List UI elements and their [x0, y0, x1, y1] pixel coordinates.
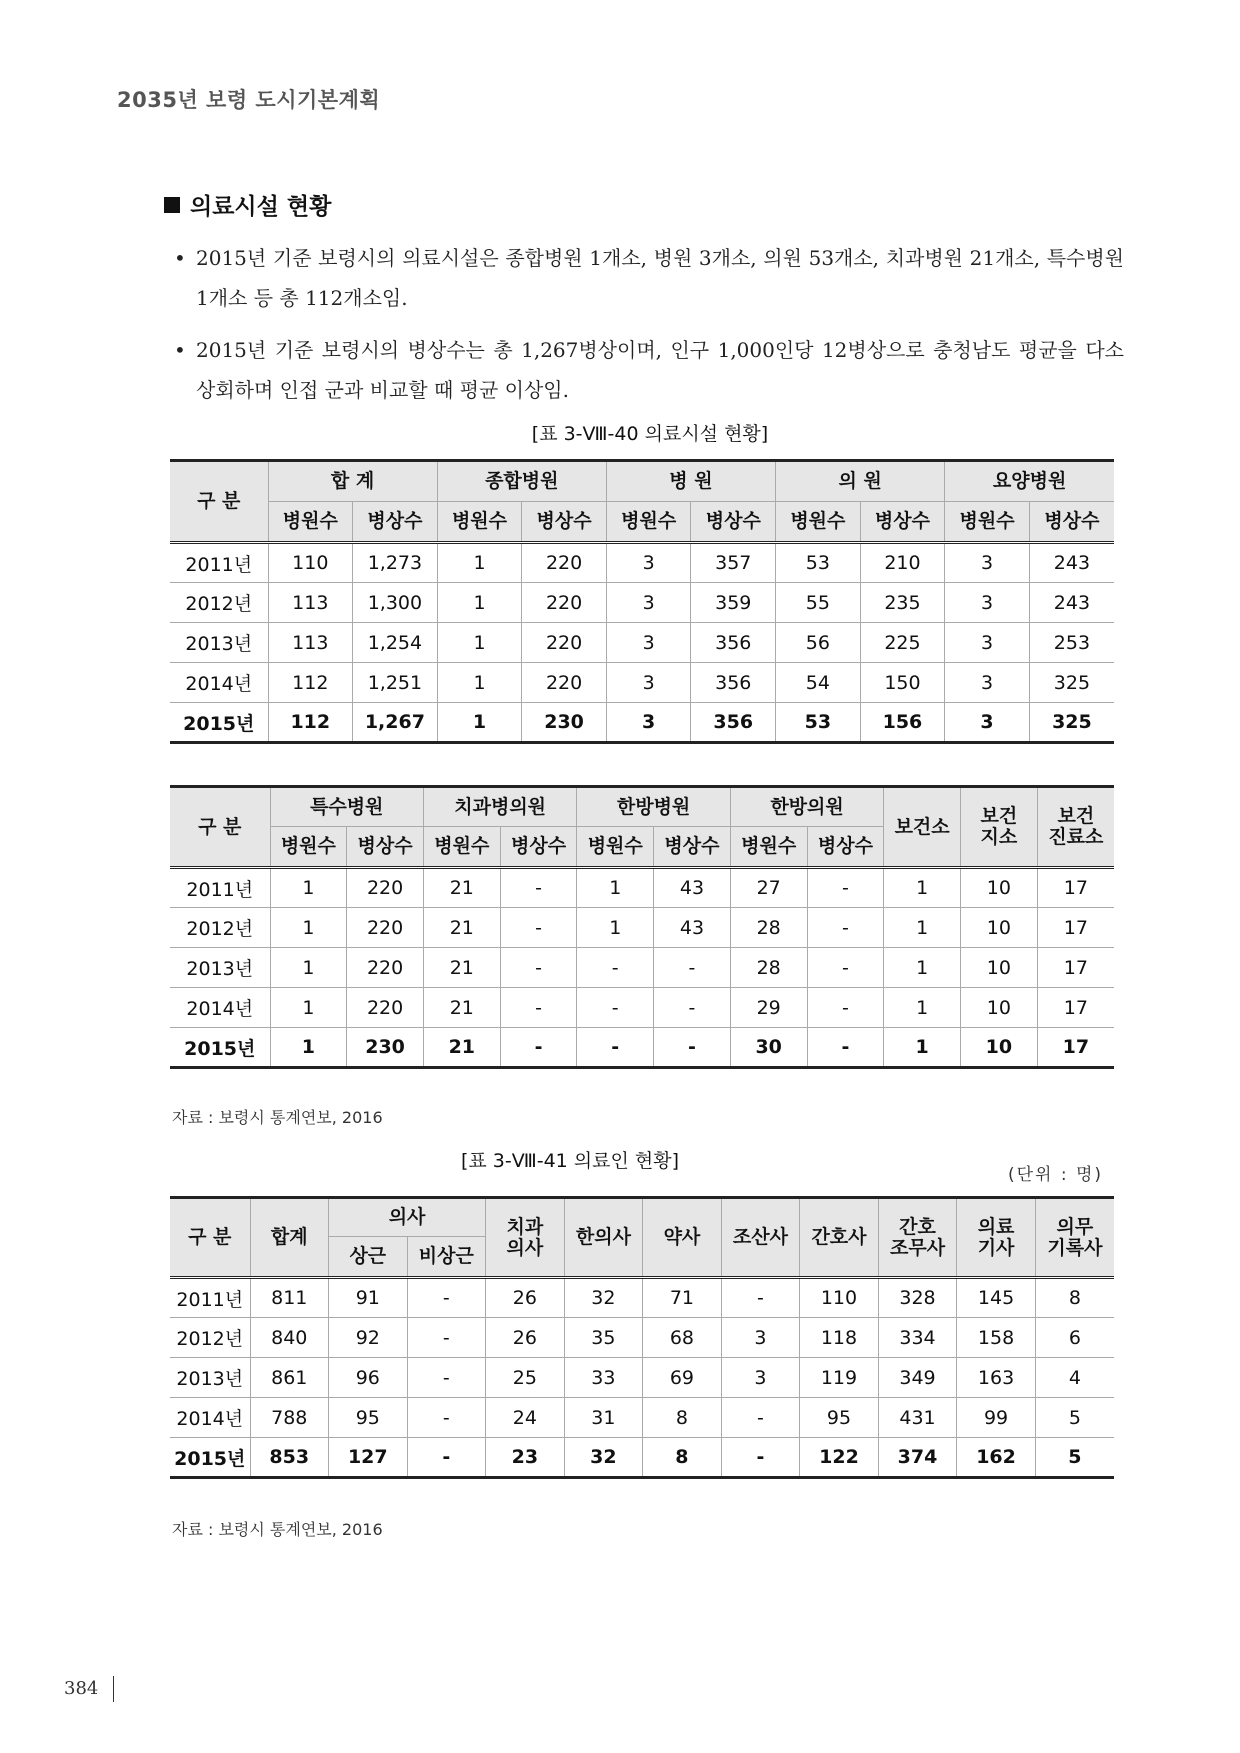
value-cell: -: [721, 1398, 800, 1438]
single-header: 간호사: [800, 1198, 879, 1278]
value-cell: 26: [486, 1278, 565, 1318]
year-cell: 2015년: [170, 703, 268, 743]
sub-header: 병상수: [500, 827, 577, 868]
value-cell: 156: [860, 703, 945, 743]
value-cell: 43: [654, 868, 731, 908]
value-cell: 243: [1029, 543, 1114, 583]
value-cell: 95: [329, 1398, 408, 1438]
table-row: [170, 1438, 1114, 1478]
value-cell: -: [721, 1438, 800, 1478]
value-cell: 3: [945, 703, 1030, 743]
row-header: 구 분: [170, 1198, 250, 1278]
sub-header: 병원수: [730, 827, 807, 868]
group-header: 요양병원: [945, 461, 1114, 502]
value-cell: -: [807, 948, 884, 988]
value-cell: 33: [564, 1358, 643, 1398]
value-cell: 17: [1037, 1028, 1114, 1068]
sub-header: 병원수: [606, 502, 691, 543]
value-cell: 150: [860, 663, 945, 703]
value-cell: 17: [1037, 948, 1114, 988]
value-cell: 10: [960, 1028, 1037, 1068]
value-cell: -: [500, 988, 577, 1028]
value-cell: 243: [1029, 583, 1114, 623]
single-header: 보건 진료소: [1037, 787, 1114, 868]
value-cell: 113: [268, 623, 353, 663]
value-cell: 1: [884, 868, 961, 908]
value-cell: 145: [957, 1278, 1036, 1318]
year-cell: 2011년: [170, 868, 270, 908]
value-cell: 325: [1029, 663, 1114, 703]
value-cell: 1: [270, 908, 347, 948]
value-cell: 112: [268, 663, 353, 703]
value-cell: 4: [1035, 1358, 1114, 1398]
doctor-header: 의사: [329, 1198, 486, 1237]
value-cell: 10: [960, 908, 1037, 948]
value-cell: 220: [347, 868, 424, 908]
value-cell: 163: [957, 1358, 1036, 1398]
value-cell: 24: [486, 1398, 565, 1438]
value-cell: 162: [957, 1438, 1036, 1478]
value-cell: 53: [776, 703, 861, 743]
value-cell: 3: [945, 663, 1030, 703]
table-row: [170, 948, 1114, 988]
value-cell: 357: [691, 543, 776, 583]
value-cell: 349: [878, 1358, 957, 1398]
value-cell: 1: [437, 543, 522, 583]
year-cell: 2013년: [170, 948, 270, 988]
value-cell: 3: [945, 583, 1030, 623]
value-cell: 853: [250, 1438, 329, 1478]
table-row: [170, 868, 1114, 908]
value-cell: -: [500, 868, 577, 908]
value-cell: 113: [268, 583, 353, 623]
table-row: [170, 703, 1114, 743]
value-cell: 27: [730, 868, 807, 908]
value-cell: 1: [270, 948, 347, 988]
group-header: 한방병원: [577, 787, 730, 827]
value-cell: 1: [884, 908, 961, 948]
medical-personnel-table: [170, 1196, 1114, 1479]
sub-header: 병상수: [1029, 502, 1114, 543]
value-cell: -: [500, 948, 577, 988]
value-cell: 10: [960, 868, 1037, 908]
value-cell: -: [807, 868, 884, 908]
value-cell: 71: [643, 1278, 722, 1318]
value-cell: 1: [577, 868, 654, 908]
value-cell: 31: [564, 1398, 643, 1438]
value-cell: 8: [643, 1398, 722, 1438]
value-cell: 5: [1035, 1398, 1114, 1438]
value-cell: 356: [691, 623, 776, 663]
value-cell: 3: [945, 623, 1030, 663]
single-header: 조산사: [721, 1198, 800, 1278]
value-cell: 3: [721, 1318, 800, 1358]
value-cell: 68: [643, 1318, 722, 1358]
value-cell: 1: [437, 703, 522, 743]
year-cell: 2012년: [170, 908, 270, 948]
value-cell: 356: [691, 663, 776, 703]
value-cell: 43: [654, 908, 731, 948]
value-cell: -: [500, 908, 577, 948]
value-cell: 220: [347, 948, 424, 988]
value-cell: 220: [522, 623, 607, 663]
value-cell: 1: [884, 1028, 961, 1068]
sub-header: 병원수: [437, 502, 522, 543]
single-header: 보건소: [884, 787, 961, 868]
value-cell: -: [407, 1398, 486, 1438]
value-cell: 118: [800, 1318, 879, 1358]
value-cell: 1,300: [353, 583, 438, 623]
value-cell: 3: [606, 663, 691, 703]
value-cell: 53: [776, 543, 861, 583]
value-cell: 21: [423, 948, 500, 988]
value-cell: 99: [957, 1398, 1036, 1438]
sub-header: 병상수: [353, 502, 438, 543]
value-cell: 220: [347, 908, 424, 948]
table-row: [170, 1398, 1114, 1438]
group-header: 특수병원: [270, 787, 423, 827]
value-cell: 127: [329, 1438, 408, 1478]
value-cell: 110: [800, 1278, 879, 1318]
value-cell: -: [407, 1318, 486, 1358]
table-row: [170, 583, 1114, 623]
sub-header: 병원수: [577, 827, 654, 868]
value-cell: -: [577, 948, 654, 988]
value-cell: -: [807, 1028, 884, 1068]
section-heading-text: 의료시설 현황: [190, 194, 332, 220]
year-cell: 2015년: [170, 1438, 250, 1478]
square-bullet-icon: [164, 197, 180, 213]
value-cell: 5: [1035, 1438, 1114, 1478]
value-cell: 220: [522, 543, 607, 583]
value-cell: 32: [564, 1278, 643, 1318]
value-cell: 328: [878, 1278, 957, 1318]
value-cell: 431: [878, 1398, 957, 1438]
table-40-caption: [표 3-Ⅷ-40 의료시설 현황]: [531, 423, 769, 445]
value-cell: 30: [730, 1028, 807, 1068]
value-cell: 119: [800, 1358, 879, 1398]
value-cell: 8: [643, 1438, 722, 1478]
bullet-item: • 2015년 기준 보령시의 병상수는 총 1,267병상이며, 인구 1,000인당 12병상으로 충청남도 평균을 다소 상회하며 인접 군과 비교할 때 평균 이상임.: [164, 330, 1124, 410]
value-cell: 220: [347, 988, 424, 1028]
sub-header: 병원수: [268, 502, 353, 543]
value-cell: 32: [564, 1438, 643, 1478]
single-header: 간호 조무사: [878, 1198, 957, 1278]
value-cell: -: [654, 948, 731, 988]
value-cell: -: [654, 1028, 731, 1068]
sub-header: 상근: [329, 1237, 408, 1278]
sub-header: 병상수: [807, 827, 884, 868]
group-header: 치과병의원: [423, 787, 576, 827]
value-cell: 788: [250, 1398, 329, 1438]
sub-header: 병원수: [423, 827, 500, 868]
single-header: 치과 의사: [486, 1198, 565, 1278]
value-cell: 374: [878, 1438, 957, 1478]
value-cell: 3: [721, 1358, 800, 1398]
value-cell: 334: [878, 1318, 957, 1358]
sub-header: 병상수: [860, 502, 945, 543]
row-header: 구 분: [170, 787, 270, 868]
table-row: [170, 1028, 1114, 1068]
group-header: 종합병원: [437, 461, 606, 502]
value-cell: 1: [270, 868, 347, 908]
value-cell: 1,273: [353, 543, 438, 583]
value-cell: 95: [800, 1398, 879, 1438]
medical-facility-table-part2: [170, 785, 1114, 1069]
value-cell: 21: [423, 908, 500, 948]
value-cell: -: [500, 1028, 577, 1068]
value-cell: 122: [800, 1438, 879, 1478]
value-cell: 28: [730, 948, 807, 988]
value-cell: 26: [486, 1318, 565, 1358]
value-cell: 1: [577, 908, 654, 948]
value-cell: 1,254: [353, 623, 438, 663]
value-cell: 3: [606, 703, 691, 743]
table-41-unit: (단위 : 명): [1008, 1165, 1104, 1185]
value-cell: 28: [730, 908, 807, 948]
group-header: 한방의원: [730, 787, 883, 827]
value-cell: -: [407, 1438, 486, 1478]
value-cell: 158: [957, 1318, 1036, 1358]
value-cell: 1: [437, 623, 522, 663]
value-cell: 55: [776, 583, 861, 623]
value-cell: 17: [1037, 868, 1114, 908]
value-cell: 861: [250, 1358, 329, 1398]
value-cell: 21: [423, 868, 500, 908]
single-header: 의무 기록사: [1035, 1198, 1114, 1278]
sub-header: 병원수: [270, 827, 347, 868]
value-cell: 1: [437, 583, 522, 623]
value-cell: 3: [606, 543, 691, 583]
running-title: 2035년 보령 도시기본계획: [117, 88, 381, 112]
value-cell: 230: [522, 703, 607, 743]
table-row: [170, 623, 1114, 663]
value-cell: 25: [486, 1358, 565, 1398]
group-header: 병 원: [606, 461, 775, 502]
value-cell: 21: [423, 988, 500, 1028]
value-cell: 54: [776, 663, 861, 703]
value-cell: 3: [606, 623, 691, 663]
value-cell: 96: [329, 1358, 408, 1398]
value-cell: -: [807, 908, 884, 948]
value-cell: 1,251: [353, 663, 438, 703]
value-cell: 1: [270, 988, 347, 1028]
row-header: 구 분: [170, 461, 268, 543]
value-cell: -: [407, 1358, 486, 1398]
value-cell: 235: [860, 583, 945, 623]
year-cell: 2014년: [170, 988, 270, 1028]
value-cell: 91: [329, 1278, 408, 1318]
table-row: [170, 1358, 1114, 1398]
value-cell: 21: [423, 1028, 500, 1068]
sub-header: 비상근: [407, 1237, 486, 1278]
year-cell: 2014년: [170, 663, 268, 703]
table-41-source: 자료 : 보령시 통계연보, 2016: [172, 1520, 383, 1539]
value-cell: 356: [691, 703, 776, 743]
value-cell: 17: [1037, 988, 1114, 1028]
sub-header: 병원수: [945, 502, 1030, 543]
total-header: 합계: [250, 1198, 329, 1278]
value-cell: 69: [643, 1358, 722, 1398]
table-41-caption: [표 3-Ⅷ-41 의료인 현황]: [460, 1150, 680, 1172]
value-cell: -: [577, 1028, 654, 1068]
value-cell: -: [654, 988, 731, 1028]
table-row: [170, 988, 1114, 1028]
year-cell: 2011년: [170, 1278, 250, 1318]
table-40-source: 자료 : 보령시 통계연보, 2016: [172, 1108, 383, 1127]
value-cell: 10: [960, 948, 1037, 988]
value-cell: 17: [1037, 908, 1114, 948]
single-header: 보건 지소: [960, 787, 1037, 868]
table-row: [170, 663, 1114, 703]
value-cell: 325: [1029, 703, 1114, 743]
value-cell: 110: [268, 543, 353, 583]
medical-facility-table-part1: [170, 459, 1114, 744]
single-header: 한의사: [564, 1198, 643, 1278]
single-header: 의료 기사: [957, 1198, 1036, 1278]
sub-header: 병상수: [522, 502, 607, 543]
sub-header: 병상수: [691, 502, 776, 543]
group-header: 합 계: [268, 461, 437, 502]
value-cell: -: [721, 1278, 800, 1318]
year-cell: 2011년: [170, 543, 268, 583]
value-cell: 6: [1035, 1318, 1114, 1358]
value-cell: 3: [606, 583, 691, 623]
value-cell: 220: [522, 583, 607, 623]
year-cell: 2013년: [170, 623, 268, 663]
table-row: [170, 1278, 1114, 1318]
value-cell: -: [577, 988, 654, 1028]
value-cell: 1: [884, 988, 961, 1028]
year-cell: 2012년: [170, 583, 268, 623]
page-number: 384: [64, 1678, 99, 1699]
value-cell: 840: [250, 1318, 329, 1358]
bullet-item: • 2015년 기준 보령시의 의료시설은 종합병원 1개소, 병원 3개소, 의원 53개소, 치과병원 21개소, 특수병원 1개소 등 총 112개소임.: [164, 238, 1124, 318]
year-cell: 2012년: [170, 1318, 250, 1358]
value-cell: 1,267: [353, 703, 438, 743]
bullet-list: [164, 238, 1124, 422]
value-cell: 29: [730, 988, 807, 1028]
value-cell: 10: [960, 988, 1037, 1028]
value-cell: 56: [776, 623, 861, 663]
value-cell: 3: [945, 543, 1030, 583]
table-row: [170, 1318, 1114, 1358]
year-cell: 2014년: [170, 1398, 250, 1438]
group-header: 의 원: [776, 461, 945, 502]
sub-header: 병상수: [347, 827, 424, 868]
year-cell: 2013년: [170, 1358, 250, 1398]
section-heading: [164, 188, 331, 221]
table-row: [170, 908, 1114, 948]
value-cell: 811: [250, 1278, 329, 1318]
single-header: 약사: [643, 1198, 722, 1278]
value-cell: 225: [860, 623, 945, 663]
value-cell: 1: [437, 663, 522, 703]
value-cell: 8: [1035, 1278, 1114, 1318]
value-cell: 359: [691, 583, 776, 623]
value-cell: 1: [884, 948, 961, 988]
sub-header: 병원수: [776, 502, 861, 543]
value-cell: 210: [860, 543, 945, 583]
value-cell: 35: [564, 1318, 643, 1358]
value-cell: 1: [270, 1028, 347, 1068]
page-number-divider: [113, 1676, 114, 1702]
value-cell: 220: [522, 663, 607, 703]
sub-header: 병상수: [654, 827, 731, 868]
year-cell: 2015년: [170, 1028, 270, 1068]
value-cell: 230: [347, 1028, 424, 1068]
value-cell: -: [407, 1278, 486, 1318]
value-cell: 253: [1029, 623, 1114, 663]
value-cell: -: [807, 988, 884, 1028]
value-cell: 112: [268, 703, 353, 743]
value-cell: 23: [486, 1438, 565, 1478]
table-row: [170, 543, 1114, 583]
value-cell: 92: [329, 1318, 408, 1358]
